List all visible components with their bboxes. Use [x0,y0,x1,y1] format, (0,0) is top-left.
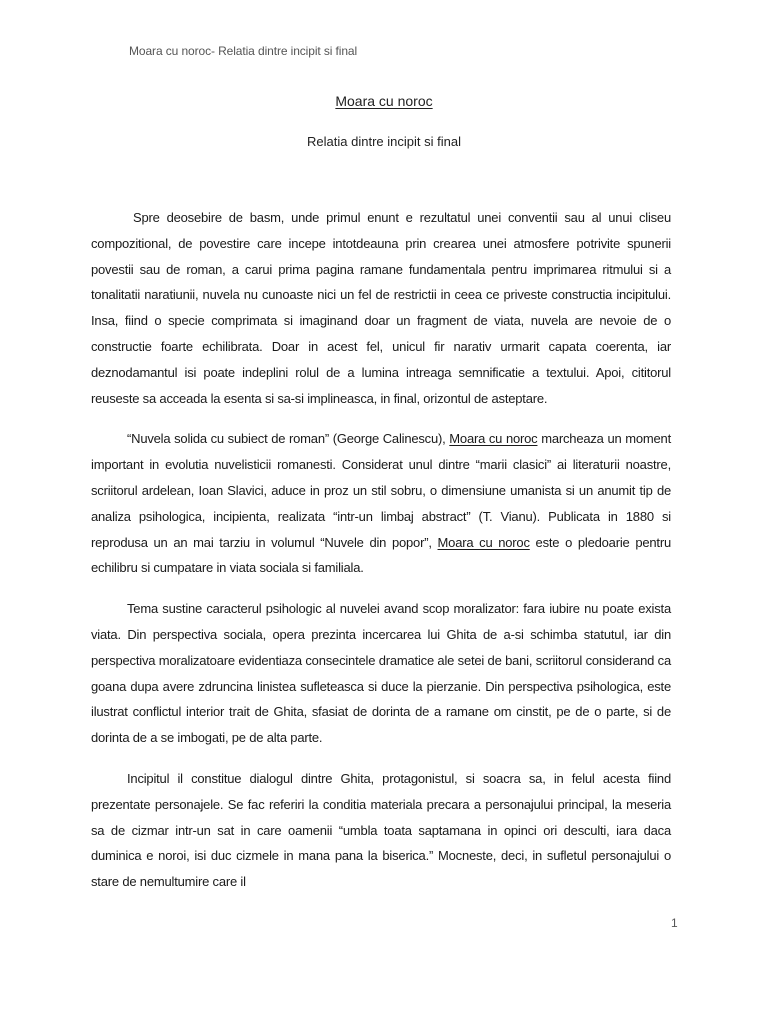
paragraph-2-text-b: marcheaza un moment important in evolutia nuvelisticii romanesti. Considerat unul dintre “marii clasici” ai literaturii noastre, scriitorul ardelean, Ioan Slavici, aduce in proz un stil sobru, o dimensiune umanista si un anumit tip de analiza psihologica, incipienta, realizata “intr-un limbaj abstract” (T. Vianu). Publicata in 1880 si reprodusa un an mai tarziu in volumul “Nuvele din popor”, [91,431,671,550]
work-title-underlined: Moara cu noroc [437,534,530,550]
paragraph-4 [91,766,671,895]
document-subtitle: Relatia dintre incipit si final [307,134,461,149]
paragraph-1 [91,205,671,411]
work-title-underlined: Moara cu noroc [449,431,538,447]
paragraph-1-text: Spre deosebire de basm, unde primul enunt e rezultatul unei conventii sau al unui cliseu compozitional, de povestire care incepe intotdeauna prin crearea unei atmosfere potrivite spunerii povestii sau de roman, a carui prima pagina ramane fundamentala pentru imprimarea ritmului si a tonalitatii naratiunii, nuvela nu cunoaste nici un fel de restrictii in ceea ce priveste constructia incipitului. Insa, fiind o specie comprimata si imaginand doar un fragment de viata, nuvela are nevoie de o constructie foarte echilibrata. Doar in acest fel, unicul fir narativ urmarit capata coerenta, iar deznodamantul isi poate indeplini rolul de a lumina intreaga semnificatie a textului. Apoi, cititorul reuseste sa acceada la esenta si sa-si implineasca, in final, orizontul de asteptare. [91,210,671,406]
paragraph-2 [91,426,671,581]
paragraph-2-text-a: “Nuvela solida cu subiect de roman” (George Calinescu), [127,431,450,447]
paragraph-3-text: Tema sustine caracterul psihologic al nuvelei avand scop moralizator: fara iubire nu poate exista viata. Din perspectiva sociala, opera prezinta incercarea lui Ghita de a-si schimba statutul, iar din perspectiva moralizatoare evidentiaza consecintele dramatice ale setei de bani, scriitorul considerand ca goana dupa avere zdruncina linistea sufleteasca si duce la pierzanie. Din perspectiva psihologica, este ilustrat conflictul interior trait de Ghita, sfasiat de dorinta de a ramane om cinstit, pe de o parte, si de dorinta de a se imbogati, pe de alta parte. [91,601,671,746]
paragraph-4-text: Incipitul il constitue dialogul dintre Ghita, protagonistul, si soacra sa, in felul acesta fiind prezentate personajele. Se fac referiri la conditia materiala precara a personajului principal, la meseria sa de cizmar intr-un sat in care oamenii “umbla toata saptamana in opinci ori desculti, iara daca duminica e noroi, isi duc cizmele in mana pana la biserica.” Mocneste, deci, in sufletul personajului o stare de nemultumire care il [91,770,671,890]
document-title-text: Moara cu noroc [335,93,433,109]
paragraph-3 [91,596,671,751]
paragraph-2-text-c: este o pledoarie pentru echilibru si cumpatare in viata sociala si familiala. [91,534,671,576]
page-number: 1 [671,916,678,930]
document-title [0,93,768,109]
document-body [91,205,671,910]
running-header: Moara cu noroc- Relatia dintre incipit si final [129,44,358,58]
